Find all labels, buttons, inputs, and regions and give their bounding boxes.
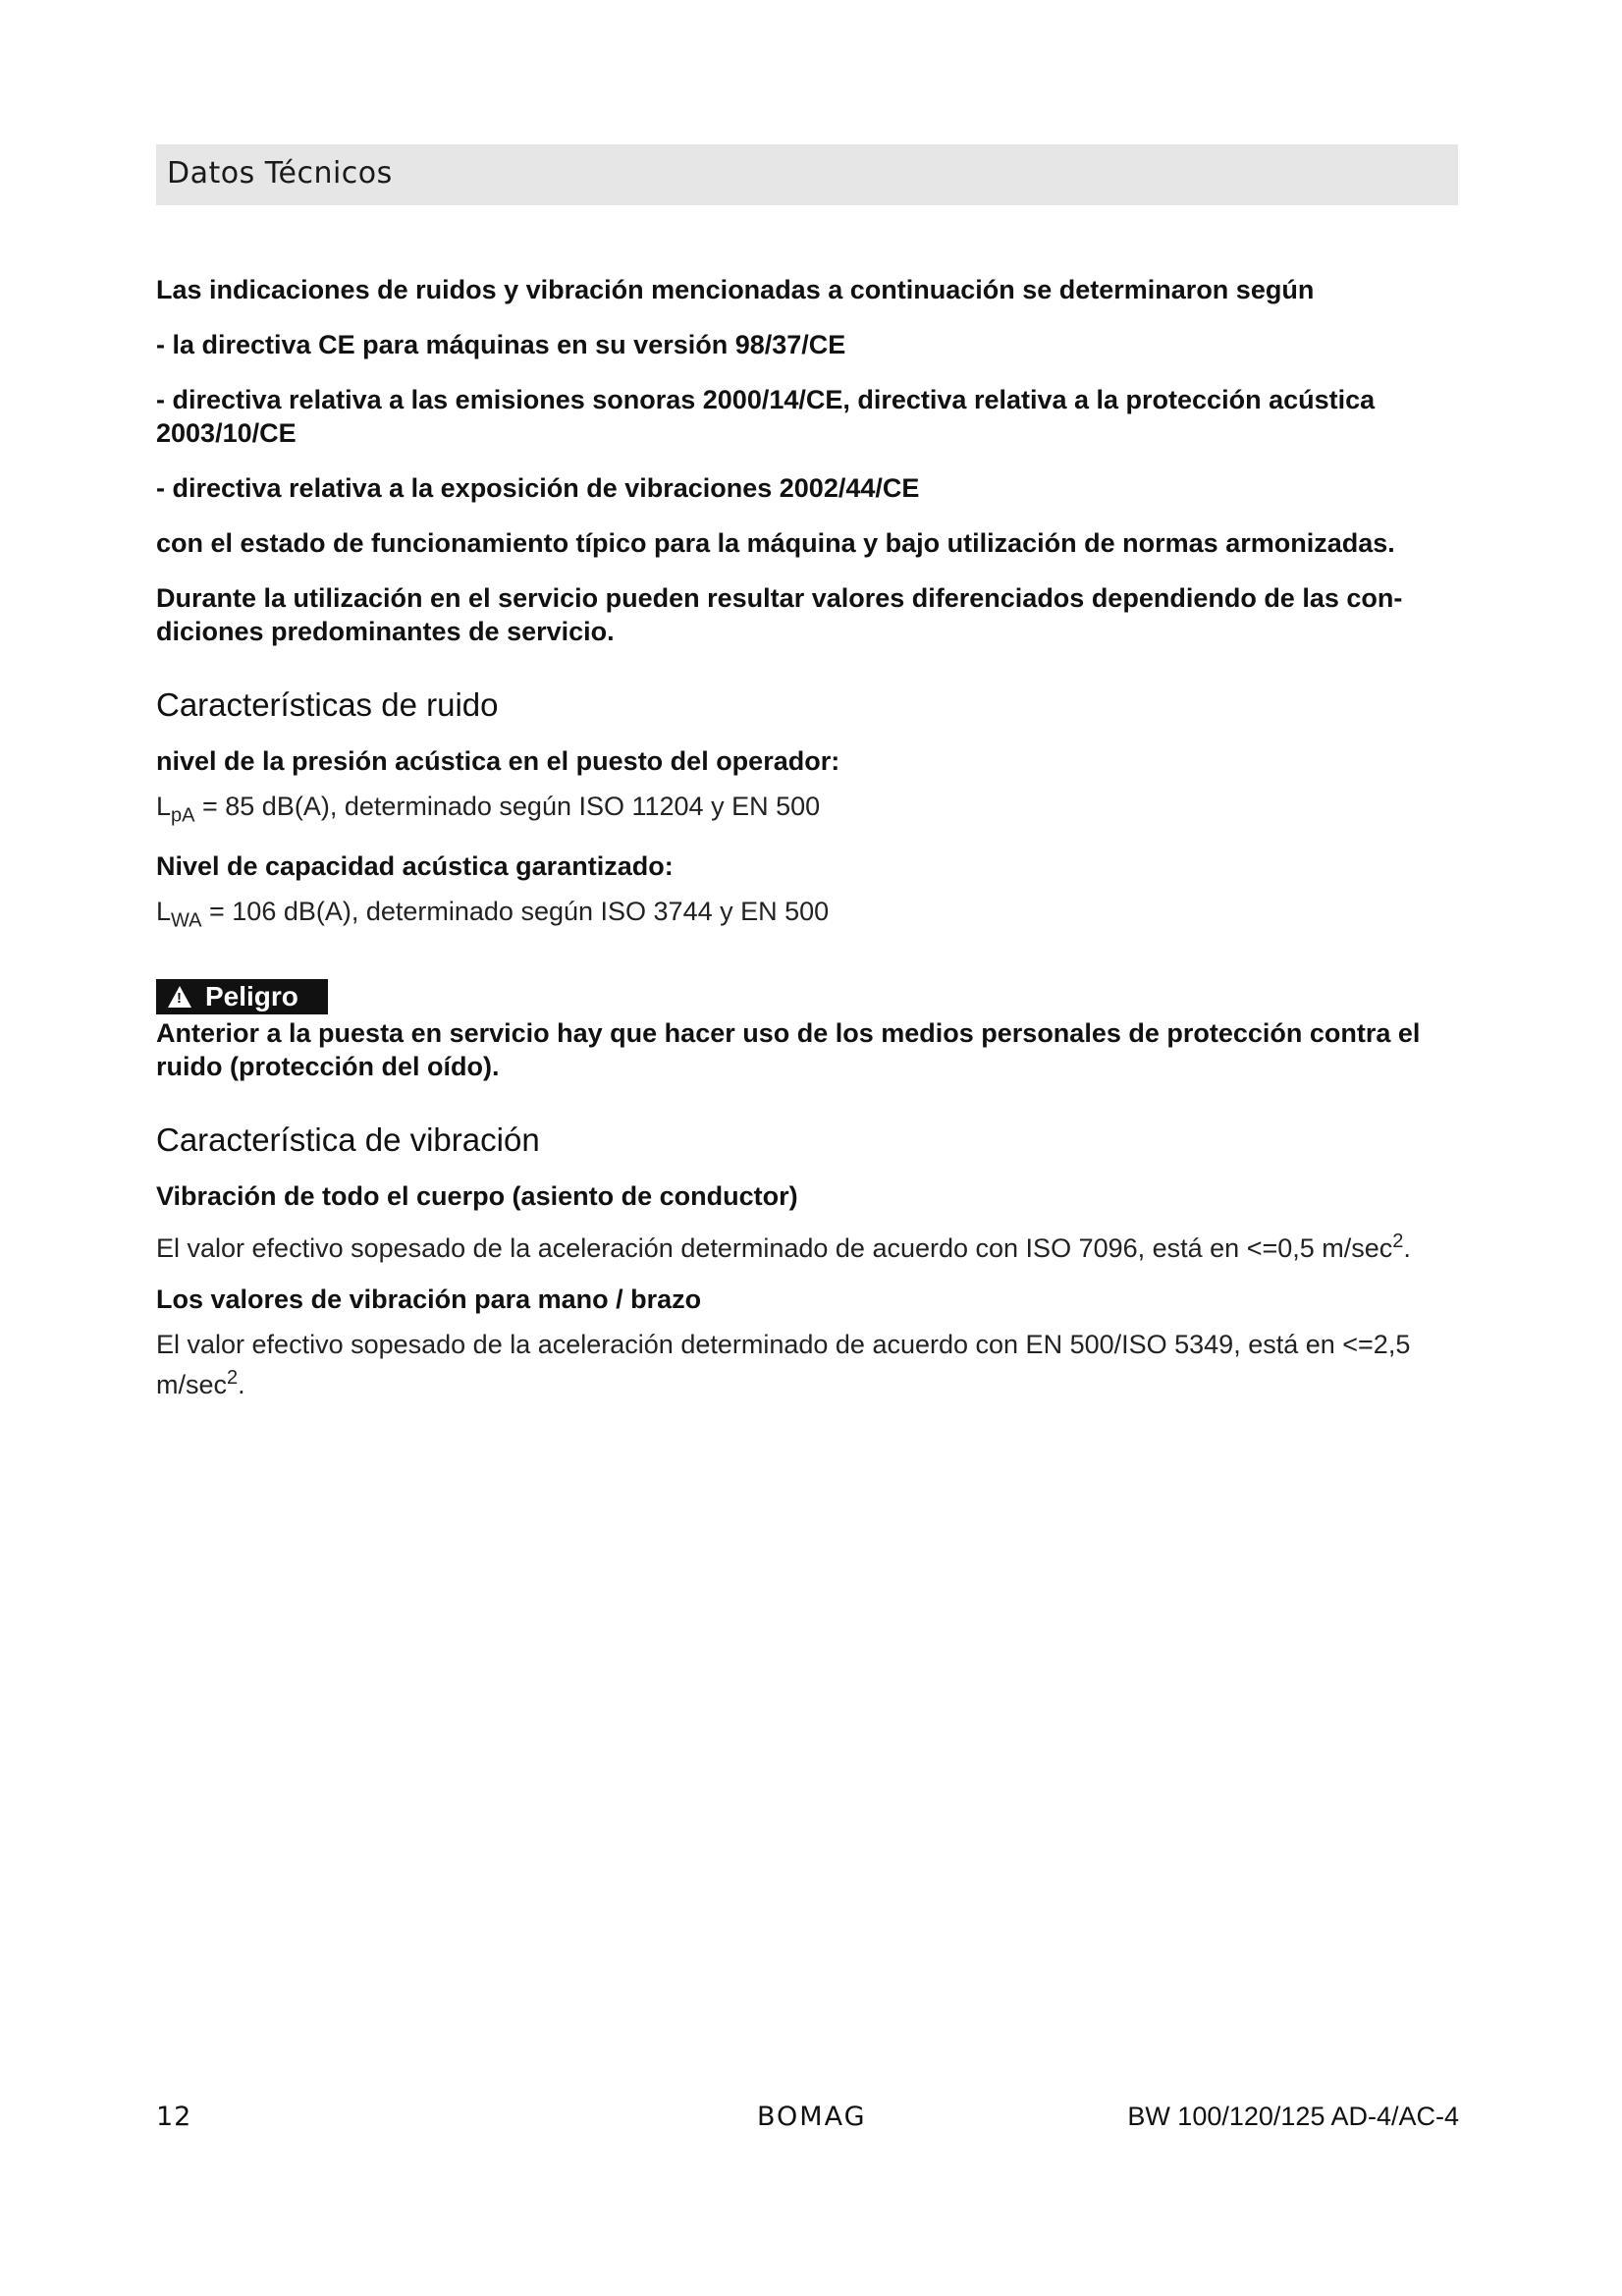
sound-power-value <box>156 895 1462 937</box>
conditions-paragraph: con el estado de funcionamiento típico para la máquina y bajo utilización de normas armonizadas. <box>156 528 1395 558</box>
value-text: = 85 dB(A), determinado según ISO 11204 y EN 500 <box>194 792 821 821</box>
noise-subheading: nivel de la presión acústica en el puesto del operador: <box>156 746 840 776</box>
page-content <box>156 273 1462 1401</box>
danger-label: Peligro <box>205 980 298 1011</box>
directive-item: - directiva relativa a la exposición de vibraciones 2002/44/CE <box>156 473 920 503</box>
directive-item <box>156 383 1462 450</box>
sound-pressure-value <box>156 790 1462 832</box>
danger-line: ruido (protección del oído). <box>156 1051 500 1081</box>
symbol-subscript: pA <box>171 804 195 827</box>
model-name: BW 100/120/125 AD-4/AC-4 <box>1127 2102 1459 2131</box>
directive-item: - la directiva CE para máquinas en su versión 98/37/CE <box>156 330 846 359</box>
section-title: Datos Técnicos <box>167 156 393 191</box>
section-header <box>156 144 1458 205</box>
danger-badge <box>156 979 328 1014</box>
note-line: diciones predominantes de servicio. <box>156 617 615 646</box>
note-line: Durante la utilización en el servicio pueden resultar valores diferenciados dependiendo de las con- <box>156 583 1403 613</box>
intro-paragraph: Las indicaciones de ruidos y vibración mencionadas a continuación se determinaron según <box>156 275 1315 304</box>
value-end: . <box>1403 1232 1411 1263</box>
vibration-heading: Característica de vibración <box>156 1121 540 1158</box>
directive-line: 2003/10/CE <box>156 418 297 448</box>
value-text: El valor efectivo sopesado de la aceleración determinado de acuerdo con EN 500/ISO 5349, está en <=2,5 <box>156 1329 1411 1359</box>
hand-arm-vibration-value <box>156 1328 1462 1401</box>
noise-subheading: Nivel de capacidad acústica garantizado: <box>156 851 674 882</box>
vibration-subheading: Vibración de todo el cuerpo (asiento de conductor) <box>156 1180 798 1211</box>
danger-line: Anterior a la puesta en servicio hay que hacer uso de los medios personales de protección contra el <box>156 1017 1421 1048</box>
value-text: El valor efectivo sopesado de la aceleración determinado de acuerdo con ISO 7096, está en <=0,5 m/sec <box>156 1232 1393 1263</box>
symbol-subscript: WA <box>171 909 202 932</box>
danger-notice <box>156 979 1462 1083</box>
superscript: 2 <box>227 1366 239 1389</box>
symbol: L <box>156 792 172 821</box>
page-number: 12 <box>156 2102 192 2132</box>
value-end: . <box>238 1369 245 1399</box>
directive-line: - directiva relativa a las emisiones sonoras 2000/14/CE, directiva relativa a la protección acústica <box>156 385 1376 414</box>
value-text: m/sec <box>156 1369 228 1399</box>
warning-icon: ! <box>168 986 191 1008</box>
brand-name: BOMAG <box>757 2102 867 2132</box>
whole-body-vibration-value <box>156 1225 1462 1265</box>
superscript: 2 <box>1392 1230 1404 1252</box>
noise-heading: Características de ruido <box>156 686 499 723</box>
value-text: = 106 dB(A), determinado según ISO 3744 y EN 500 <box>201 897 830 927</box>
vibration-subheading: Los valores de vibración para mano / brazo <box>156 1284 702 1314</box>
note-paragraph <box>156 581 1462 648</box>
symbol: L <box>156 897 172 927</box>
danger-text <box>156 1016 1462 1083</box>
